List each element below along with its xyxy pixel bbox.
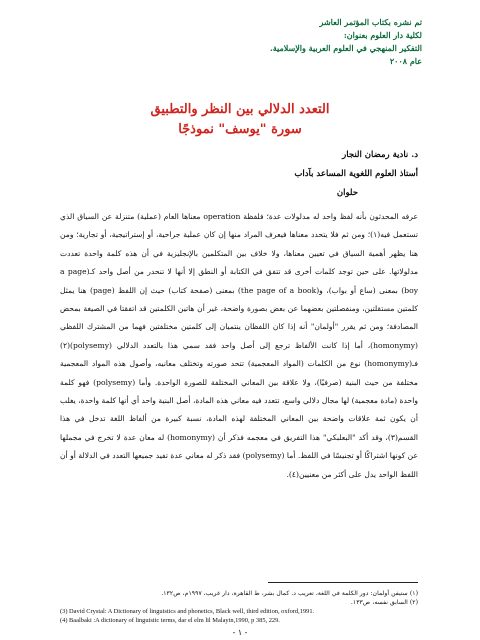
header-line-2: لكلية دار العلوم بعنوان: (343, 30, 422, 40)
footnote-4: (4) Baalbaki :A dictionary of linguistic terms, dar el elm lil Malayin,1990, p 385, 229. (60, 617, 280, 624)
title-line-1: التعدد الدلالي بين النظر والتطبيق (150, 102, 330, 117)
article-title (60, 100, 420, 140)
author-university: حلوان (336, 188, 358, 198)
author-name: د. نادية رمضان النجار (342, 150, 418, 160)
footnote-separator (268, 582, 418, 583)
header-line-3: التفكير المنهجي في العلوم العربية والإسلامية. (269, 43, 422, 53)
author-position: أستاذ العلوم اللغوية المساعد بآداب (294, 169, 418, 179)
footnote-1: (١) ستيفن أولمان: دور الكلمة في اللغة، تعريب د. كمال بشر، ط القاهرة، دار غريب، ١٩٩٧م، ص١٣٢. (161, 590, 418, 597)
footnote-3: (3) David Crystal: A Dictionary of linguistics and phonetics, Black well, third edition, oxford,1991. (60, 608, 315, 615)
header-line-4: عام ٢٠٠٨ (389, 56, 422, 66)
header-line-1: تم نشره بكتاب المؤتمر العاشر (319, 17, 422, 27)
footnote-2: (٢) السابق نفسه، ص١٣٣. (350, 599, 418, 606)
publication-header (122, 16, 422, 68)
title-line-2: سورة "يوسف" نموذجًا (178, 122, 302, 137)
author-block (198, 146, 418, 203)
page-number: - ١ - (232, 628, 248, 637)
body-paragraph: عرفه المحدثون بأنه لفظ واحد له مدلولات عدة؛ فلفظة operation معناها العام (عملية) متنزلة عن السياق الذي تستعمل فيه(١)؛ ومن ثم فلا يتحدد معناها فيعرف المراد منها إن كان عملية جراحية، أو إستراتيجية، أو تجارية؛ ومن هنا يظهر أهمية السياق في تعيين معناها، ولا خلاف بين المتكلمين بالإنجليزية في أن هذه كلمة واحدة تعددت مدلولاتها. على حين توجد كلمات أخرى قد تتفق في الكتابة أو النطق إلا أنها لا تنحدر من أصل واحد كـ(a page boy) بمعنى (ساع أو بواب)، و(the page of a book) بمعنى (صفحة كتاب) حيث إن اللفظ (page) هنا يمثل كلمتين مستقلتين، ومنفصلتين بعضهما عن بعض بصورة واضحة، غير أن هاتين الكلمتين قد اتفقتا في الصيغة بمحض المصادفة؛ ومن ثم يقرر "أولمان" أنه إذا كان اللفظان ينتميان إلى كلمتين مختلفتين فهما من المشترك اللفظي (homonymy)، أما إذا كانت الألفاظ ترجع إلى أصل واحد فقد سمي هذا بالتعدد الدلالي (polysemy)(٢) فـ(homonymy) نوع من الكلمات (المواد المعجمية) تتحد صورته وتختلف معانيه، وأصول هذه المواد المعجمية مختلفة من حيث البنية (صرفيًا)، ولا علاقة بين المعاني المختلفة للصورة الواحدة. وأما (polysemy) فهو كلمة واحدة (مادة معجمية) لها مجال دلالي واسع، تتعدد فيه معاني هذه المادة، أصل البنية واحد أي أنها كلمة واحدة، يغلب أن يكون ثمة علاقات واضحة بين المعاني المختلفة لهذه المادة، نسبة كبيرة من ألفاظ اللغة تدخل في هذا القسم(٣)، وقد أكد "البعلبكي" هذا التفريق في معجمه فذكر أن (homonymy) له معان عدة لا تخرج في مجملها عن كونها اشتراكًا أو تجنيسًا في اللفظ. أما (polysemy) فقد ذكر له معاني عدة تفيد جميعها التعدد في الدلالة أو أن اللفظ الواحد يدل على أكثر من معنيين(٤). (60, 212, 419, 479)
article-body (60, 208, 418, 484)
